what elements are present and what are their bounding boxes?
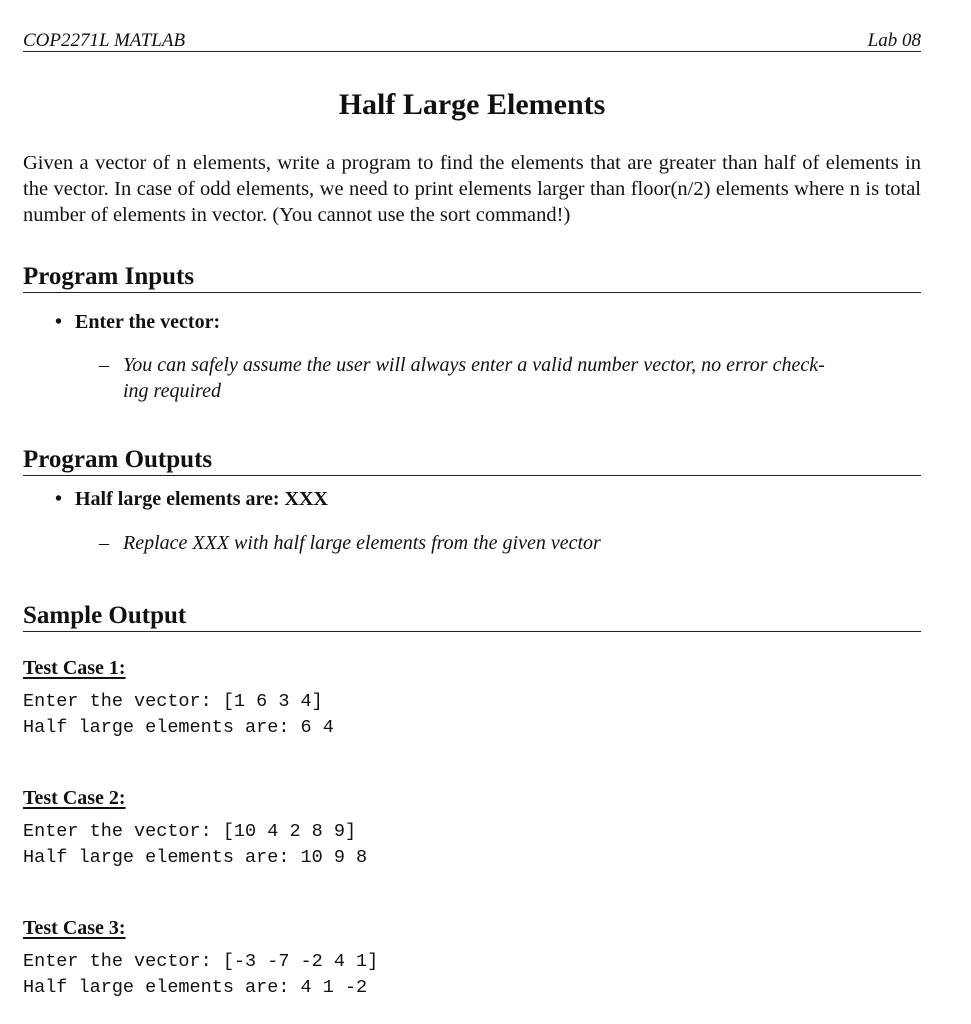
course-name: COP2271L MATLAB xyxy=(23,30,186,51)
output-bullet xyxy=(55,487,328,511)
output-note-text: Replace XXX with half large elements from the given vector xyxy=(123,532,601,554)
section-heading-outputs: Program Outputs xyxy=(23,445,921,476)
test-case-output: Half large elements are: 4 1 -2 xyxy=(23,977,368,998)
lab-number: Lab 08 xyxy=(867,30,921,51)
bullet-icon: • xyxy=(55,311,63,333)
running-header xyxy=(23,30,921,52)
test-case-label: Test Case 2: xyxy=(23,787,126,809)
bullet-icon: • xyxy=(55,488,63,510)
problem-description: Given a vector of n elements, write a program to find the elements that are greater than half of elements in the vector. In case of odd elements, we need to print elements larger than floor(n/2) elements where n is total number of elements in vector. (You cannot use the sort command!) xyxy=(23,152,921,226)
input-note-line1: You can safely assume the user will always enter a valid number vector, no error check- xyxy=(123,354,825,376)
test-case-output: Half large elements are: 6 4 xyxy=(23,717,334,738)
input-note-line2: ing required xyxy=(123,380,221,402)
input-note xyxy=(99,352,921,404)
test-case-output: Half large elements are: 10 9 8 xyxy=(23,847,368,868)
section-heading-inputs: Program Inputs xyxy=(23,262,921,293)
test-case-label: Test Case 3: xyxy=(23,917,126,939)
output-bullet-text: Half large elements are: XXX xyxy=(75,488,328,510)
page-title: Half Large Elements xyxy=(338,88,606,121)
input-bullet xyxy=(55,310,220,334)
dash-icon: – xyxy=(99,354,109,376)
test-case-input: Enter the vector: [10 4 2 8 9] xyxy=(23,821,357,842)
section-heading-sample: Sample Output xyxy=(23,601,921,632)
input-bullet-text: Enter the vector: xyxy=(75,311,221,333)
test-case-label: Test Case 1: xyxy=(23,657,126,679)
output-note xyxy=(99,530,921,556)
test-case-input: Enter the vector: [1 6 3 4] xyxy=(23,691,323,712)
test-case-input: Enter the vector: [-3 -7 -2 4 1] xyxy=(23,951,379,972)
dash-icon: – xyxy=(99,532,109,554)
